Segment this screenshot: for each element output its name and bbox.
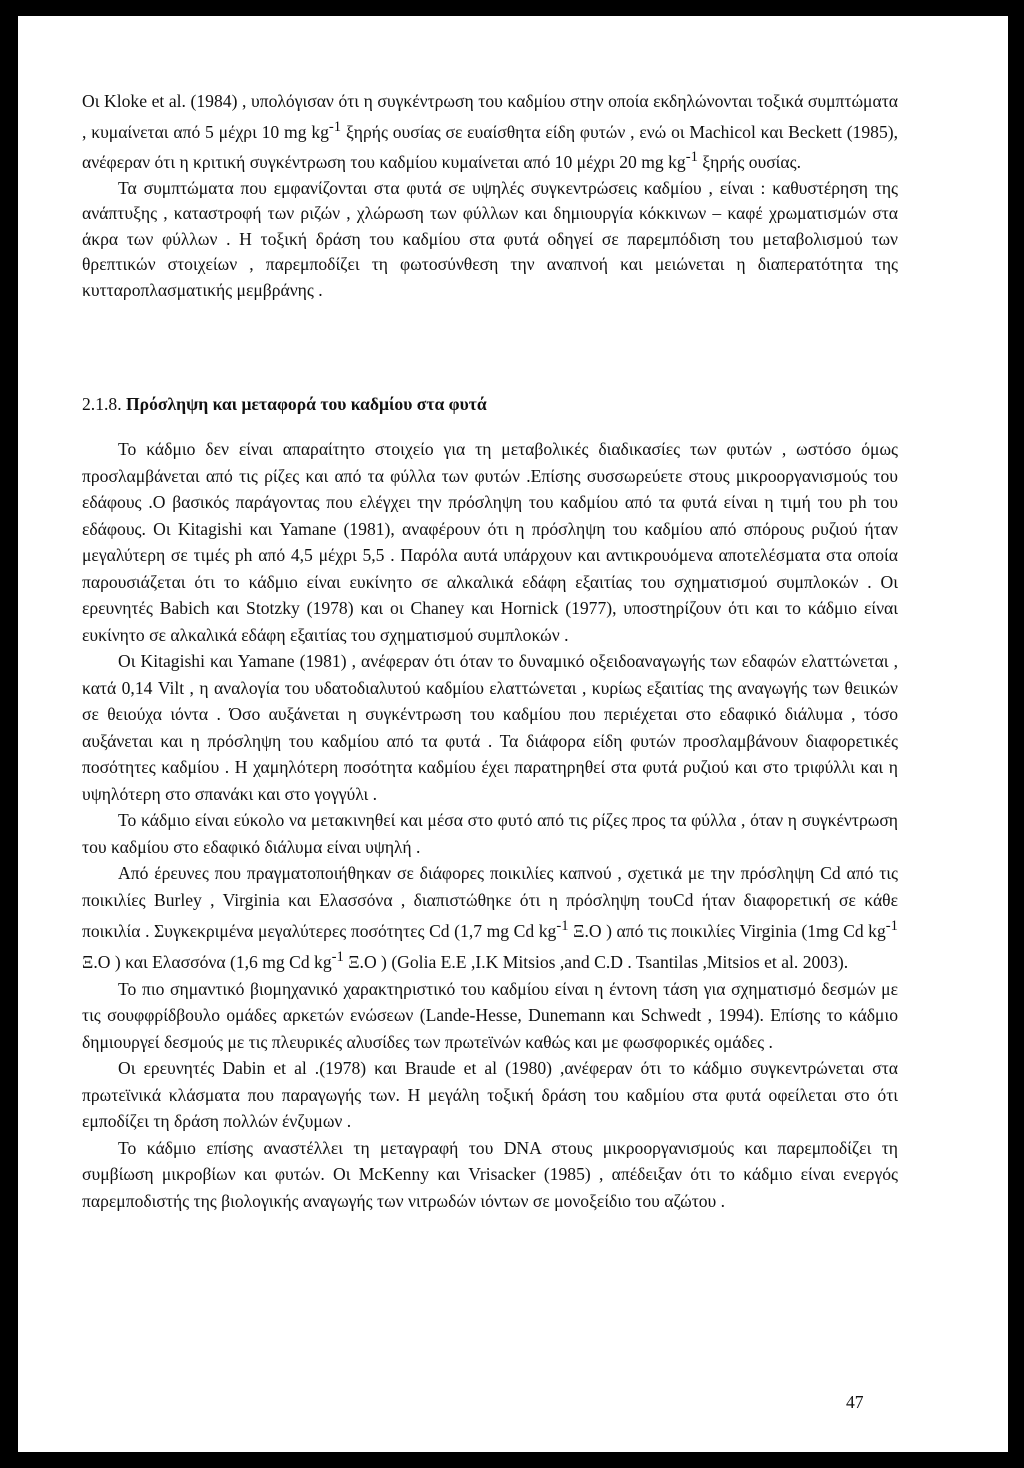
paragraph-protein-fractions: Οι ερευνητές Dabin et al .(1978) και Braude et al (1980) ,ανέφεραν ότι το κάδμιο συγκεντρώνεται στα πρωτεϊνικά κλάσματα που παραγωγής των. Η μεγάλη τοξική δράση του καδμίου στα φυτά οφείλεται στο ότι εμποδίζει τη δράση πολλών ένζυμων .: [82, 1058, 898, 1132]
paragraph-bonding: Το πιο σημαντικό βιομηχανικό χαρακτηριστικό του καδμίου είναι η έντονη τάση για σχηματισμό δεσμών με τις σουφφρίδβουλο ομάδες αρκετών ενώσεων (Lande-Hesse, Dunemann και Schwedt , 1994). Επίσης το κάδμιο δημιουργεί δεσμούς με τις πλευρικές αλυσίδες των πρωτεϊνών καθώς και με φωσφορικές ομάδες .: [82, 978, 898, 1052]
section-intro: [82, 89, 898, 303]
paragraph-redox: Οι Kitagishi και Yamane (1981) , ανέφεραν ότι όταν το δυναμικό οξειδοαναγωγής των εδαφών ελαττώνεται , κατά 0,14 Vilt , η αναλογία του υδατοδιαλυτού καδμίου ελαττώνεται , κυρίως εξαιτίας της αναγωγής των θειικών σε θειούχα ιόντα . Όσο αυξάνεται η συγκέντρωση του καδμίου που περιέχεται στο εδαφικό διάλυμα , τόσο αυξάνεται και η πρόσληψη του καδμίου από τα φυτά . Τα διάφορα είδη φυτών προσλαμβάνουν διαφορετικές ποσότητες καδμίου . Η χαμηλότερη ποσότητα καδμίου έχει παρατηρηθεί στα φυτά ρυζιού και στο τριφύλλι και η υψηλότερη στο σπανάκι και στο γογγύλι .: [82, 651, 898, 804]
paragraph-tobacco-varieties: Από έρευνες που πραγματοποιήθηκαν σε διάφορες ποικιλίες καπνού , σχετικά με την πρόσληψη Cd από τις ποικιλίες Burley , Virginia και Ελασσόνα , διαπιστώθηκε ότι η πρόσληψη τουCd ήταν διαφορετική σε κάθε ποικιλία . Συγκεκριμένα μεγαλύτερες ποσότητες Cd (1,7 mg Cd $kg^{-1}$ Ξ.Ο ) από τις ποικιλίες Virginia (1mg Cd $kg^{-1}$ Ξ.Ο ) και Ελασσόνα (1,6 mg Cd $kg^{-1}$ Ξ.Ο ) (Golia E.E ,I.K Mitsios ,and C.D . Tsantilas ,Mitsios et al. 2003).: [82, 863, 898, 973]
section-uptake: [82, 436, 898, 1214]
page-number: 47: [846, 1392, 864, 1412]
paragraph-cadmium-toxicity-levels: Οι Kloke et al. (1984) , υπολόγισαν ότι η συγκέντρωση του καδμίου στην οποία εκδηλώνονται τοξικά συμπτώματα , κυμαίνεται από 5 μέχρι 10 mg $kg^{-1}$ ξηρής ουσίας σε ευαίσθητα είδη φυτών , ενώ οι Machicol και Beckett (1985), ανέφεραν ότι η κριτική συγκέντρωση του καδμίου κυμαίνεται από 10 μέχρι 20 mg $kg^{-1}$ ξηρής ουσίας.: [82, 91, 898, 172]
paragraph-uptake-ph: Το κάδμιο δεν είναι απαραίτητο στοιχείο για τη μεταβολικές διαδικασίες των φυτών , ωστόσο όμως προσλαμβάνεται από τις ρίζες και από τα φύλλα των φυτών .Επίσης συσσωρεύετε στους μικροοργανισμούς του εδάφους .Ο βασικός παράγοντας που ελέγχει την πρόσληψη του καδμίου από τα φυτά είναι η τιμή του ph του εδάφους. Οι Kitagishi και Yamane (1981), αναφέρουν ότι η πρόσληψη του καδμίου από σπόρους ρυζιού ήταν μεγαλύτερη σε τιμές ph από 4,5 μέχρι 5,5 . Παρόλα αυτά υπάρχουν και αντικρουόμενα αποτελέσματα στα οποία παρουσιάζεται ότι το κάδμιο είναι ευκίνητο σε αλκαλικά εδάφη εξαιτίας του σχηματισμού συμπλοκών . Οι ερευνητές Babich και Stotzky (1978) και οι Chaney και Hornick (1977), υποστηρίζουν ότι και το κάδμιο είναι ευκίνητο σε αλκαλικά εδάφη εξαιτίας του σχηματισμού συμπλοκών .: [82, 439, 898, 645]
superscript: -1: [685, 149, 698, 166]
paragraph-dna-transcription: Το κάδμιο επίσης αναστέλλει τη μεταγραφή του DNA στους μικροοργανισμούς και παρεμποδίζει τη συμβίωση μικροβίων και φυτών. Οι McKenny και Vrisacker (1985) , απέδειξαν ότι το κάδμιο είναι ενεργός παρεμποδιστής της βιολογικής αναγωγής των νιτρωδών ιόντων σε μονοξείδιο του αζώτου .: [82, 1137, 898, 1211]
superscript: -1: [331, 949, 344, 966]
section-heading: [82, 394, 487, 415]
paragraph-mobility: Το κάδμιο είναι εύκολο να μετακινηθεί και μέσα στο φυτό από τις ρίζες προς τα φύλλα , όταν η συγκέντρωση του καδμίου στο εδαφικό διάλυμα είναι υψηλή .: [82, 810, 898, 857]
section-title: Πρόσληψη και μεταφορά του καδμίου στα φυτά: [126, 394, 487, 414]
superscript: -1: [885, 918, 898, 934]
paragraph-symptoms: Τα συμπτώματα που εμφανίζονται στα φυτά σε υψηλές συγκεντρώσεις καδμίου , είναι : καθυστέρηση της ανάπτυξης , καταστροφή των ριζών , χλώρωση των φύλλων και δημιουργία κόκκινων – καφέ χρωματισμών στα άκρα των φύλλων . Η τοξική δράση του καδμίου στα φυτά οδηγεί σε παρεμπόδιση του μεταβολισμού των θρεπτικών στοιχείων , παρεμποδίζει τη φωτοσύνθεση την αναπνοή και μειώνεται η διαπερατότητα της κυτταροπλασματικής μεμβράνης .: [82, 177, 898, 300]
superscript: -1: [328, 118, 342, 135]
section-number: 2.1.8.: [82, 394, 122, 414]
superscript: -1: [556, 918, 569, 934]
